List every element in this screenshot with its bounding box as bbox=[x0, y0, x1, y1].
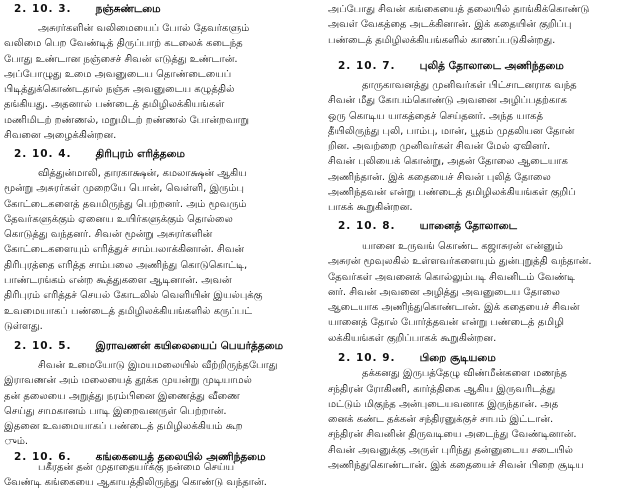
section-heading bbox=[4, 3, 314, 16]
text-line: தேவர்கள் அவனைக் கொல்லும்படி சிவனிடம் வேண்டி bbox=[328, 271, 575, 283]
text-line: அணிந்தான். இக் கதையைச் சிவன் புலித் தோலை bbox=[328, 171, 551, 183]
section-heading bbox=[328, 220, 636, 233]
section-title: புலித் தோலாடை அணிந்தமை bbox=[419, 60, 564, 72]
text-line: மணிமிடற் றண்ணல், மறுமிடற் றண்ணல் போன்றவாறு bbox=[4, 114, 249, 126]
section-title: பிறை சூடியமை bbox=[419, 352, 496, 364]
text-line: தீயிலிருந்து புலி, பாம்பு, மான், பூதம் முதலியன தோன் bbox=[328, 125, 575, 137]
text-line: சிவனை அழைக்கின்றன. bbox=[4, 130, 117, 142]
section-number: 2. 10. 7. bbox=[338, 60, 396, 72]
text-line: அணிந்துகொண்டான். இக் கதையைச் சிவன் பிறை சூடிய bbox=[328, 460, 584, 472]
text-line: தன் தலையை அறுத்து நரம்பினை இணைத்து வீணை bbox=[4, 390, 240, 402]
text-line: அசுரன் மூவுலகில் உள்ளவர்களையும் துன்புறுத்தி வந்தான். bbox=[328, 256, 592, 268]
text-line: னர். சிவன் அவனை அழித்து அவனுடைய தோலை bbox=[328, 286, 560, 298]
text-line: சந்திரன் ரோகிணி, கார்த்திகை ஆகிய இருவரிடத்து bbox=[328, 383, 556, 395]
text-line: வித்துன்மாலி, தாரகாக்ஷன், கமலாக்ஷன் ஆகிய bbox=[38, 168, 247, 179]
section-title: திரிபுரம் எரித்தமை bbox=[95, 148, 185, 160]
text-line: சிவன் அவனுக்கு அருள் புரிந்து தன்னுடைய சடையில் bbox=[328, 444, 573, 456]
section-number: 2. 10. 8. bbox=[338, 220, 396, 232]
text-line: அப்போழுது உமை அவனுடைய தொண்டையைப் bbox=[4, 68, 232, 80]
section-paragraph bbox=[4, 166, 314, 334]
section-paragraph bbox=[4, 460, 314, 491]
section-title: நஞ்சுண்டமை bbox=[95, 3, 161, 15]
text-line: பகீரதன் தன் முதாதையர்க்கு நன்மை செய்ய bbox=[38, 462, 235, 473]
section-paragraph bbox=[328, 351, 636, 473]
section-paragraph bbox=[4, 21, 314, 143]
section-title: கங்கையைத் தலையில் அணிந்தமை bbox=[95, 451, 266, 463]
text-line: அணிந்தவன் என்று பண்டைத் தமிழிலக்கியங்கள் குறிப் bbox=[328, 187, 576, 199]
text-line: வலிமை பெற வேண்டித் திருப்பாற் கடலைக் கடைந்த bbox=[4, 38, 243, 50]
text-line: வேண்டி கங்கையை ஆகாயத்திலிருந்து கொண்டு வந்தான். bbox=[4, 477, 267, 489]
text-line: உவமையாகப் பண்டைத் தமிழிலக்கியங்களில் கருப்பட் bbox=[4, 305, 253, 317]
text-line: ஒரு கொடிய யாகத்தைச் செய்தனர். அந்த யாகத் bbox=[328, 110, 543, 122]
text-line: யானைத் தோல் போர்த்தவன் என்று பண்டைத் தமிழி bbox=[328, 317, 564, 329]
text-line: கோட்டைகளைத் தவமிருந்து பெற்றனர். அம் மூவரும் bbox=[4, 198, 247, 210]
text-line: ஆடையாக அணிந்துகொண்டான். இக் கதையைச் சிவன் bbox=[328, 302, 580, 314]
text-line: செய்து சாமகானம் பாடி இறைவனருள் பெற்றான். bbox=[4, 405, 227, 417]
text-line: திரிபுரம் எரித்தச் செயல் கோடலில் வெளியின் இயல்புக்கு bbox=[4, 290, 263, 302]
text-line: தங்கியது. அதனால் பண்டைத் தமிழிலக்கியங்கள் bbox=[4, 99, 225, 111]
section-heading bbox=[328, 60, 636, 73]
section-title: யானைத் தோலாடை bbox=[419, 220, 518, 232]
text-line: கோட்டைகளையும் எரித்துச் சாம்பலாக்கினான். சிவன் bbox=[4, 244, 245, 256]
section-heading bbox=[4, 148, 314, 161]
text-line: அப்போது சிவன் கங்கையைத் தலையில் தாங்கிக்கொண்டு bbox=[328, 4, 590, 15]
section-paragraph bbox=[328, 78, 636, 216]
section-number: 2. 10. 4. bbox=[14, 148, 72, 160]
text-line: யானை உருவங் கொண்ட கஜாசுரன் என்னும் bbox=[362, 241, 563, 252]
text-line: சந்திரன் சிவனின் திருவடியை அடைந்து வேண்டினான். bbox=[328, 429, 577, 441]
section-heading bbox=[4, 340, 314, 353]
text-line: இராவணன் அம் மலையைத் தூக்க முயன்று முடியாமல் bbox=[4, 375, 252, 387]
text-line: டுள்ளது. bbox=[4, 320, 43, 332]
text-line: அசுரர்களின் வலிமையைப் போல் தேவர்களும் bbox=[38, 23, 250, 34]
text-line: திரிபுரத்தை எரித்த சாம்பலை அணிந்து கொடுகொட்டி, bbox=[4, 259, 248, 271]
text-line: சிவன் புலியைக் கொன்று, அதன் தோலை ஆடையாக bbox=[328, 156, 568, 168]
text-line: மட்டும் மிகுந்த அன்புடையவனாக இருந்தான். அத bbox=[328, 398, 559, 410]
text-line: னைக் கண்ட தக்கன் சந்திரனுக்குச் சாபம் இட்டான். bbox=[328, 414, 554, 426]
text-line: றின. அவற்றை முனிவர்கள் சிவன் மேல் ஏவினர். bbox=[328, 141, 551, 153]
section-number: 2. 10. 6. bbox=[14, 451, 72, 463]
section-number: 2. 10. 9. bbox=[338, 352, 396, 364]
text-line: இதனை உவமையாகப் பண்டைத் தமிழிலக்கியம் கூற bbox=[4, 421, 243, 433]
section-number: 2. 10. 5. bbox=[14, 340, 72, 352]
text-line: பாகக் கூறுகின்றன. bbox=[328, 202, 413, 214]
continued-paragraph bbox=[328, 2, 636, 48]
section-paragraph bbox=[328, 239, 636, 346]
text-line: சிவன் மீது கோபம்கொண்டு அவனை அழிப்பதற்காக bbox=[328, 95, 567, 107]
text-line: கொடுத்து வந்தனர். சிவன் மூன்று அசுரர்களின் bbox=[4, 229, 213, 241]
text-line: அவள் வேகத்தை அடக்கினான். இக் கதையின் குறிப்பு bbox=[328, 19, 572, 31]
section-number: 2. 10. 3. bbox=[14, 3, 72, 15]
text-line: தாருகாவனத்து முனிவர்கள் பிட்சாடனராக வந்த bbox=[362, 80, 577, 91]
section-title: இராவணன் கயிலையைப் பெயர்த்தமை bbox=[95, 340, 284, 352]
text-line: சிவன் உமையோடு இமயமலையில் வீற்றிருந்தபோது bbox=[38, 360, 278, 371]
text-line: பிடித்துக்கொண்டதால் நஞ்சு அவனுடைய கழுத்தில் bbox=[4, 84, 235, 96]
text-line: தக்கனது இருபத்தேழு விண்மீன்களை மணந்த bbox=[362, 368, 567, 380]
text-line: லக்கியங்கள் குறிப்பாகக் கூறுகின்றன. bbox=[328, 332, 497, 344]
text-line: பண்டைத் தமிழிலக்கியங்களில் காணப்படுகின்றது. bbox=[328, 34, 556, 46]
text-line: பாண்டரங்கம் என்ற கூத்துகளை ஆடினான். அவன் bbox=[4, 275, 232, 287]
text-line: போது உண்டான நஞ்சைச் சிவன் எடுத்து உண்டான். bbox=[4, 53, 238, 65]
section-paragraph bbox=[4, 358, 314, 450]
text-line: ும். bbox=[4, 436, 29, 448]
text-line: தேவர்களுக்கும் ஏனைய உயிர்களுக்கும் தொல்லை bbox=[4, 213, 233, 225]
text-line: மூன்று அசுரர்கள் முறையே பொன், வெள்ளி, இரும்பு bbox=[4, 183, 244, 195]
